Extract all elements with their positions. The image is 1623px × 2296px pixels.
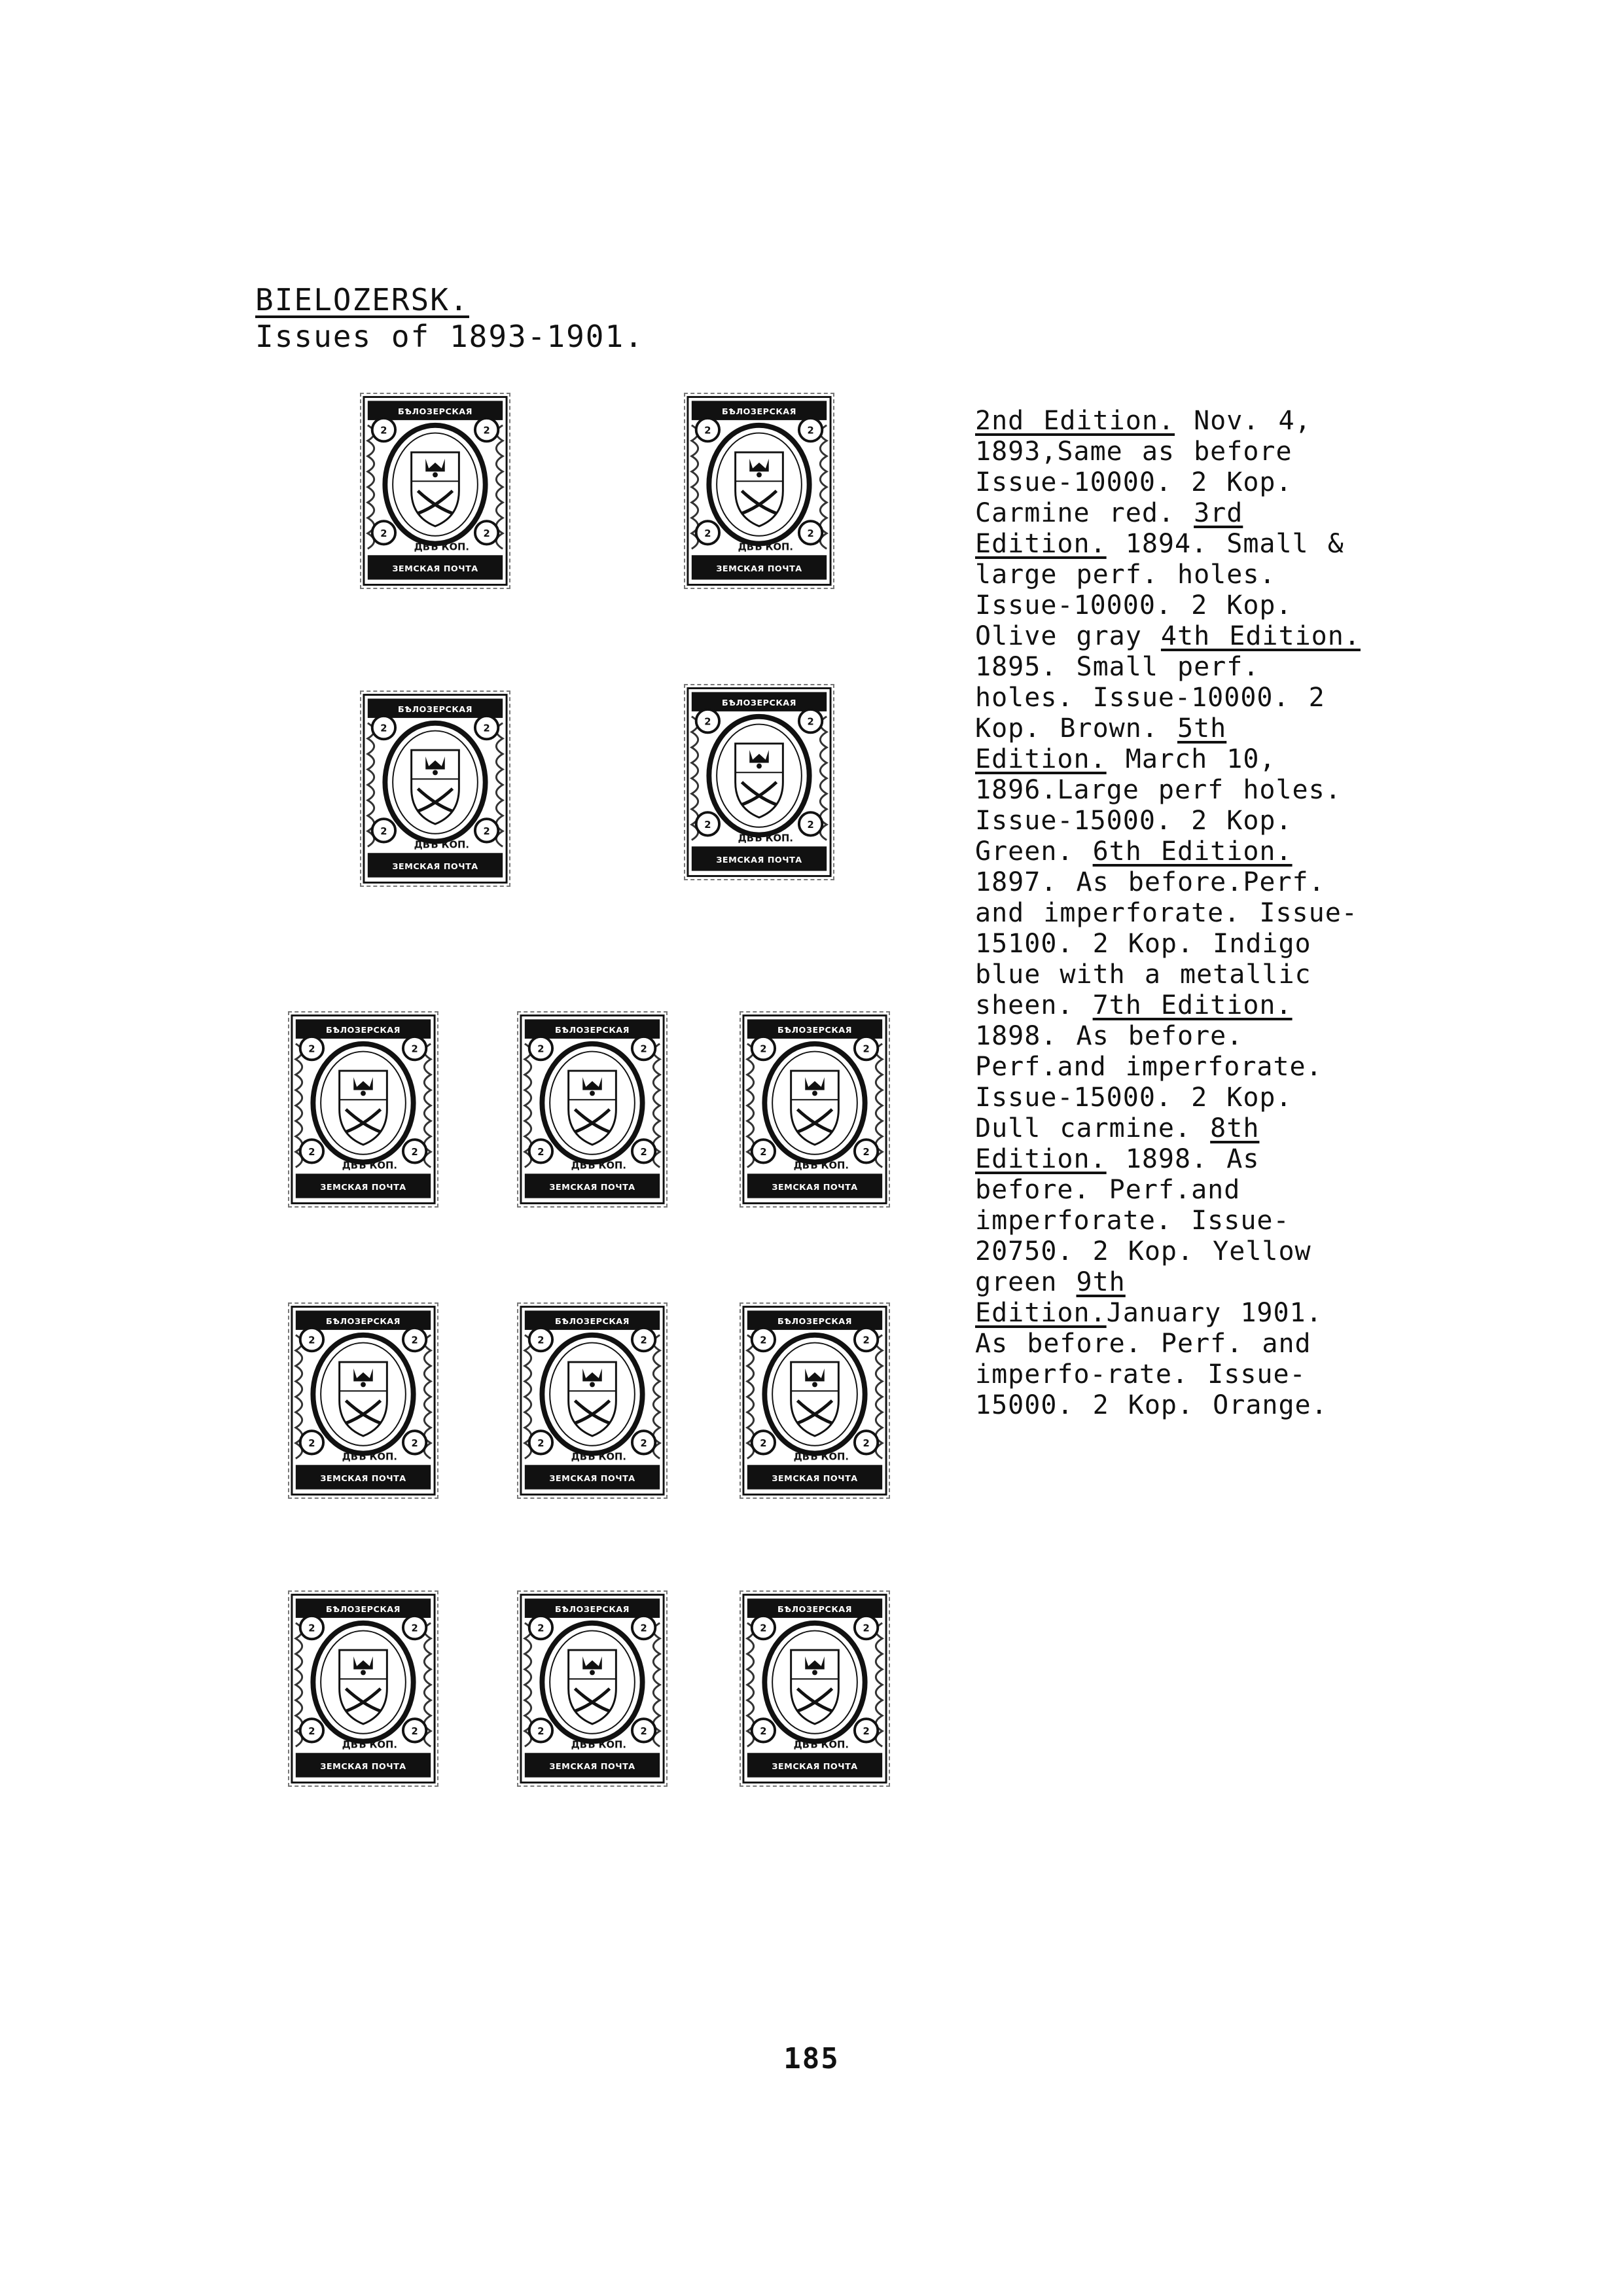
stamp-numeral: 2 [380,825,387,837]
stamp-numeral: 2 [704,716,711,728]
stamp-numeral: 2 [640,1725,647,1737]
stamp-top-label: БѢЛОЗЕРСКАЯ [398,705,473,715]
stamp-numeral: 2 [704,528,711,539]
stamp-numeral: 2 [411,1725,418,1737]
stamp-numeral: 2 [807,716,814,728]
edition-heading: 6th Edition. [1092,836,1293,867]
stamp-value-label: ДВѢ КОП. [571,1739,626,1751]
stamp-top-label: БѢЛОЗЕРСКАЯ [326,1026,401,1036]
stamp-bottom-label: ЗЕМСКАЯ ПОЧТА [392,861,478,872]
edition-text: 1898. As before. Perf.and imperforate. Issue-15000. 2 Kop. Dull carmine. [975,1021,1323,1143]
stamp-numeral: 2 [411,1146,418,1158]
edition-text: 1894. Small & large perf. holes. Issue-10000. 2 Kop. Olive gray [975,529,1344,651]
stamp-numeral: 2 [807,528,814,539]
stamp-numeral: 2 [308,1725,315,1737]
stamp-numeral: 2 [483,528,490,539]
stamp-image [684,684,834,880]
stamp-numeral: 2 [863,1335,870,1346]
stamp-numeral: 2 [308,1623,315,1634]
edition-text: Nov. 4, 1893,Same as before Issue-10000. 2 Kop. Carmine red. [975,406,1311,528]
stamp-image [740,1590,890,1787]
edition-text: January 1901. As before. Perf. and imperfo-rate. Issue-15000. 2 Kop. Orange. [975,1298,1328,1420]
stamp-bottom-label: ЗЕМСКАЯ ПОЧТА [772,1473,858,1484]
stamp-numeral: 2 [760,1335,767,1346]
edition-heading: 5th Edition. [975,713,1227,774]
stamp-top-label: БѢЛОЗЕРСКАЯ [722,407,796,418]
edition-text: 1897. As before.Perf. and imperforate. Issue-15100. 2 Kop. Indigo blue with a metallic sheen. [975,867,1358,1020]
stamp-numeral: 2 [308,1043,315,1055]
stamp-value-label: ДВѢ КОП. [342,1739,397,1751]
stamp-numeral: 2 [308,1437,315,1449]
stamp-value-label: ДВѢ КОП. [414,839,469,851]
stamp-image [517,1302,668,1499]
stamp-numeral: 2 [308,1335,315,1346]
stamp-value-label: ДВѢ КОП. [342,1451,397,1463]
stamp-bottom-label: ЗЕМСКАЯ ПОЧТА [549,1473,635,1484]
stamp-bottom-label: ЗЕМСКАЯ ПОЧТА [320,1182,406,1193]
stamp-numeral: 2 [640,1335,647,1346]
stamp-numeral: 2 [411,1623,418,1634]
stamp-value-label: ДВѢ КОП. [793,1739,849,1751]
stamp-numeral: 2 [537,1335,544,1346]
zemstvo-stamp-coat-of-arms-icon [741,1592,889,1785]
stamp-numeral: 2 [760,1043,767,1055]
stamp-image [360,393,510,589]
stamp-numeral: 2 [760,1725,767,1737]
zemstvo-stamp-coat-of-arms-icon [361,692,509,886]
stamp-numeral: 2 [537,1146,544,1158]
stamp-top-label: БѢЛОЗЕРСКАЯ [722,698,796,709]
stamp-image [517,1011,668,1208]
edition-text: 1895. Small perf. holes. Issue-10000. 2 Kop. Brown. [975,652,1325,744]
stamp-numeral: 2 [380,528,387,539]
stamp-top-label: БѢЛОЗЕРСКАЯ [777,1605,852,1615]
edition-heading: 7th Edition. [1092,990,1293,1020]
stamp-bottom-label: ЗЕМСКАЯ ПОЧТА [392,564,478,574]
stamp-bottom-label: ЗЕМСКАЯ ПОЧТА [716,855,802,865]
stamp-value-label: ДВѢ КОП. [738,541,793,553]
edition-heading: 9th Edition. [975,1267,1126,1328]
stamp-image [684,393,834,589]
stamp-value-label: ДВѢ КОП. [571,1451,626,1463]
stamp-top-label: БѢЛОЗЕРСКАЯ [777,1026,852,1036]
stamp-value-label: ДВѢ КОП. [738,833,793,844]
edition-description [975,406,1368,1421]
zemstvo-stamp-coat-of-arms-icon [741,1013,889,1206]
stamp-bottom-label: ЗЕМСКАЯ ПОЧТА [549,1761,635,1772]
stamp-numeral: 2 [537,1725,544,1737]
stamp-numeral: 2 [704,425,711,437]
stamp-bottom-label: ЗЕМСКАЯ ПОЧТА [549,1182,635,1193]
stamp-value-label: ДВѢ КОП. [342,1160,397,1172]
stamp-numeral: 2 [380,723,387,734]
edition-heading: 8th Edition. [975,1113,1260,1174]
edition-text: 1898. As before. Perf.and imperforate. Issue-20750. 2 Kop. Yellow green [975,1144,1311,1297]
stamp-top-label: БѢЛОЗЕРСКАЯ [555,1317,630,1327]
page-title: BIELOZERSK. [255,282,469,317]
stamp-numeral: 2 [640,1146,647,1158]
stamp-value-label: ДВѢ КОП. [793,1160,849,1172]
stamp-image [360,691,510,887]
stamp-bottom-label: ЗЕМСКАЯ ПОЧТА [320,1761,406,1772]
stamp-numeral: 2 [640,1437,647,1449]
page-number: 185 [783,2042,840,2075]
zemstvo-stamp-coat-of-arms-icon [685,685,833,879]
stamp-numeral: 2 [863,1437,870,1449]
edition-heading: 4th Edition. [1160,621,1361,651]
edition-text: March 10, 1896.Large perf holes. Issue-15000. 2 Kop. Green. [975,744,1342,867]
stamp-image [740,1302,890,1499]
stamp-numeral: 2 [807,425,814,437]
zemstvo-stamp-coat-of-arms-icon [289,1013,437,1206]
stamp-numeral: 2 [537,1623,544,1634]
stamp-numeral: 2 [640,1623,647,1634]
stamp-numeral: 2 [807,819,814,831]
stamp-top-label: БѢЛОЗЕРСКАЯ [555,1605,630,1615]
page-heading [255,281,644,355]
stamp-top-label: БѢЛОЗЕРСКАЯ [555,1026,630,1036]
stamp-numeral: 2 [308,1146,315,1158]
zemstvo-stamp-coat-of-arms-icon [518,1592,666,1785]
stamp-value-label: ДВѢ КОП. [414,541,469,553]
stamp-top-label: БѢЛОЗЕРСКАЯ [326,1317,401,1327]
zemstvo-stamp-coat-of-arms-icon [518,1013,666,1206]
stamp-numeral: 2 [640,1043,647,1055]
edition-heading: 3rd Edition. [975,498,1243,559]
zemstvo-stamp-coat-of-arms-icon [289,1304,437,1498]
stamp-bottom-label: ЗЕМСКАЯ ПОЧТА [772,1182,858,1193]
stamp-image [288,1011,438,1208]
stamp-image [288,1302,438,1499]
stamp-numeral: 2 [483,425,490,437]
zemstvo-stamp-coat-of-arms-icon [518,1304,666,1498]
stamp-numeral: 2 [760,1437,767,1449]
stamp-numeral: 2 [411,1335,418,1346]
stamp-numeral: 2 [863,1725,870,1737]
stamp-numeral: 2 [760,1146,767,1158]
stamp-numeral: 2 [863,1043,870,1055]
stamp-image [288,1590,438,1787]
stamp-top-label: БѢЛОЗЕРСКАЯ [777,1317,852,1327]
zemstvo-stamp-coat-of-arms-icon [741,1304,889,1498]
stamp-numeral: 2 [537,1043,544,1055]
stamp-image [517,1590,668,1787]
stamp-bottom-label: ЗЕМСКАЯ ПОЧТА [320,1473,406,1484]
stamp-numeral: 2 [863,1146,870,1158]
stamp-value-label: ДВѢ КОП. [793,1451,849,1463]
stamp-top-label: БѢЛОЗЕРСКАЯ [398,407,473,418]
zemstvo-stamp-coat-of-arms-icon [289,1592,437,1785]
stamp-numeral: 2 [704,819,711,831]
stamp-numeral: 2 [411,1043,418,1055]
edition-heading: 2nd Edition. [975,406,1175,436]
stamp-numeral: 2 [537,1437,544,1449]
zemstvo-stamp-coat-of-arms-icon [361,394,509,588]
stamp-bottom-label: ЗЕМСКАЯ ПОЧТА [772,1761,858,1772]
stamp-image [740,1011,890,1208]
stamp-numeral: 2 [863,1623,870,1634]
stamp-top-label: БѢЛОЗЕРСКАЯ [326,1605,401,1615]
stamp-numeral: 2 [760,1623,767,1634]
stamp-numeral: 2 [483,723,490,734]
stamp-numeral: 2 [483,825,490,837]
page-subtitle: Issues of 1893-1901. [255,319,644,354]
stamp-numeral: 2 [411,1437,418,1449]
stamp-numeral: 2 [380,425,387,437]
zemstvo-stamp-coat-of-arms-icon [685,394,833,588]
stamp-bottom-label: ЗЕМСКАЯ ПОЧТА [716,564,802,574]
stamp-value-label: ДВѢ КОП. [571,1160,626,1172]
